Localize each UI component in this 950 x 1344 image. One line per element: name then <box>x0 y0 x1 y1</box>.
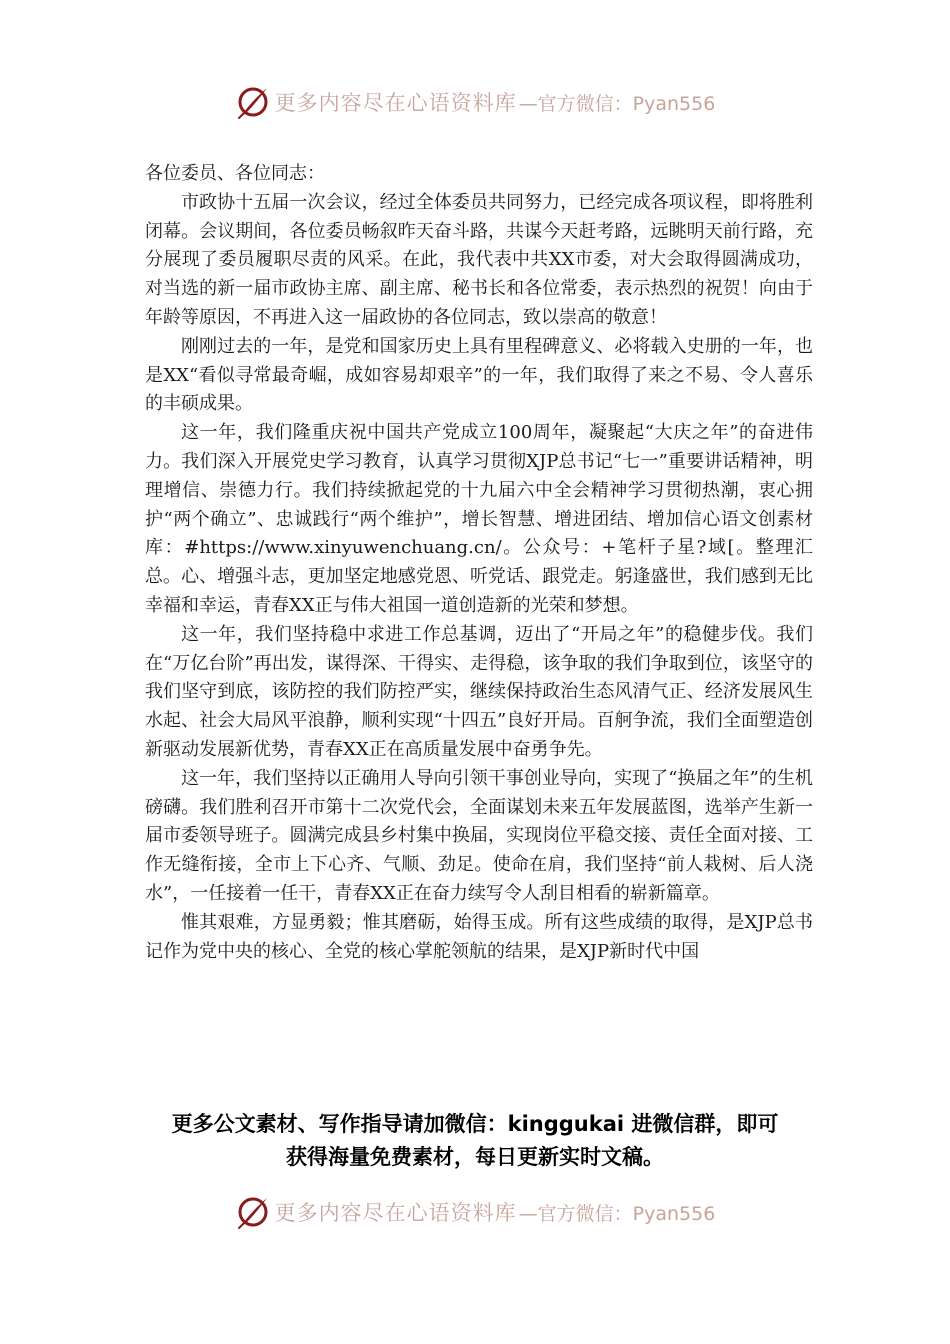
footer-watermark-banner <box>0 1192 950 1232</box>
paragraph-3: 这一年，我们隆重庆祝中国共产党成立100周年，凝聚起“大庆之年”的奋进伟力。我们深入开展党史学习教育，认真学习贯彻XJP总书记“七一”重要讲话精神，明理增信、崇德力行。我们持续掀起党的十九届六中全会精神学习贯彻热潮，衷心拥护“两个确立”、忠诚践行“两个维护”，增长智慧、增进团结、增加信心语文创素材库：#https://www.xinyuwenchuang.cn/。公众号：+笔杆子星?域[。整理汇总。心、增强斗志，更加坚定地感党恩、听党话、跟党走。躬逢盛世，我们感到无比幸福和幸运，青春XX正与伟大祖国一道创造新的光荣和梦想。 <box>145 422 813 616</box>
paragraph-1: 市政协十五届一次会议，经过全体委员共同努力，已经完成各项议程，即将胜利闭幕。会议期间，各位委员畅叙昨天奋斗路，共谋今天赶考路，远眺明天前行路，充分展现了委员履职尽责的风采。在此，我代表中共XX市委，对大会取得圆满成功，对当选的新一届市政协主席、副主席、秘书长和各位常委，表示热烈的祝贺！向由于年龄等原因，不再进入这一届政协的各位同志，致以崇高的敬意！ <box>145 191 813 328</box>
paragraph-5: 这一年，我们坚持以正确用人导向引领干事创业导向，实现了“换届之年”的生机磅礴。我们胜利召开市第十二次党代会，全面谋划未来五年发展蓝图，选举产生新一届市委领导班子。圆满完成县乡村集中换届，实现岗位平稳交接、责任全面对接、工作无缝衔接，全市上下心齐、气顺、劲足。使命在肩，我们坚持“前人栽树、后人浇水”，一任接着一任干，青春XX正在奋力续写令人刮目相看的崭新篇章。 <box>145 767 813 904</box>
paragraph-2: 刚刚过去的一年，是党和国家历史上具有里程碑意义、必将载入史册的一年，也是XX“看似寻常最奇崛，成如容易却艰辛”的一年，我们取得了来之不易、令人喜乐的丰硕成果。 <box>145 335 813 415</box>
promo-line-1: 更多公文素材、写作指导请加微信：kinggukai 进微信群，即可 <box>171 1112 779 1136</box>
salutation: 各位委员、各位同志： <box>145 163 325 184</box>
quill-pen-circle-logo-icon <box>235 1194 271 1230</box>
quill-pen-circle-logo-icon <box>235 84 271 120</box>
footer-brand-text: 更多内容尽在心语资料库 <box>274 1201 517 1225</box>
promo-line-2: 获得海量免费素材，每日更新实时文稿。 <box>286 1145 664 1169</box>
footer-contact-text: —官方微信：Pyan556 <box>518 1202 716 1225</box>
paragraph-4: 这一年，我们坚持稳中求进工作总基调，迈出了“开局之年”的稳健步伐。我们在“万亿台阶”再出发，谋得深、干得实、走得稳，该争取的我们争取到位，该坚守的我们坚守到底，该防控的我们防控严实，继续保持政治生态风清气正、经济发展风生水起、社会大局风平浪静，顺利实现“十四五”良好开局。百舸争流，我们全面塑造创新驱动发展新优势，青春XX正在高质量发展中奋勇争先。 <box>145 623 813 760</box>
header-watermark-banner <box>0 82 950 122</box>
header-brand-text: 更多内容尽在心语资料库 <box>274 91 517 115</box>
document-body <box>145 160 813 966</box>
header-contact-text: —官方微信：Pyan556 <box>518 92 716 115</box>
promo-notice <box>0 1108 950 1174</box>
paragraph-6: 惟其艰难，方显勇毅；惟其磨砺，始得玉成。所有这些成绩的取得，是XJP总书记作为党中央的核心、全党的核心掌舵领航的结果，是XJP新时代中国 <box>145 911 813 962</box>
